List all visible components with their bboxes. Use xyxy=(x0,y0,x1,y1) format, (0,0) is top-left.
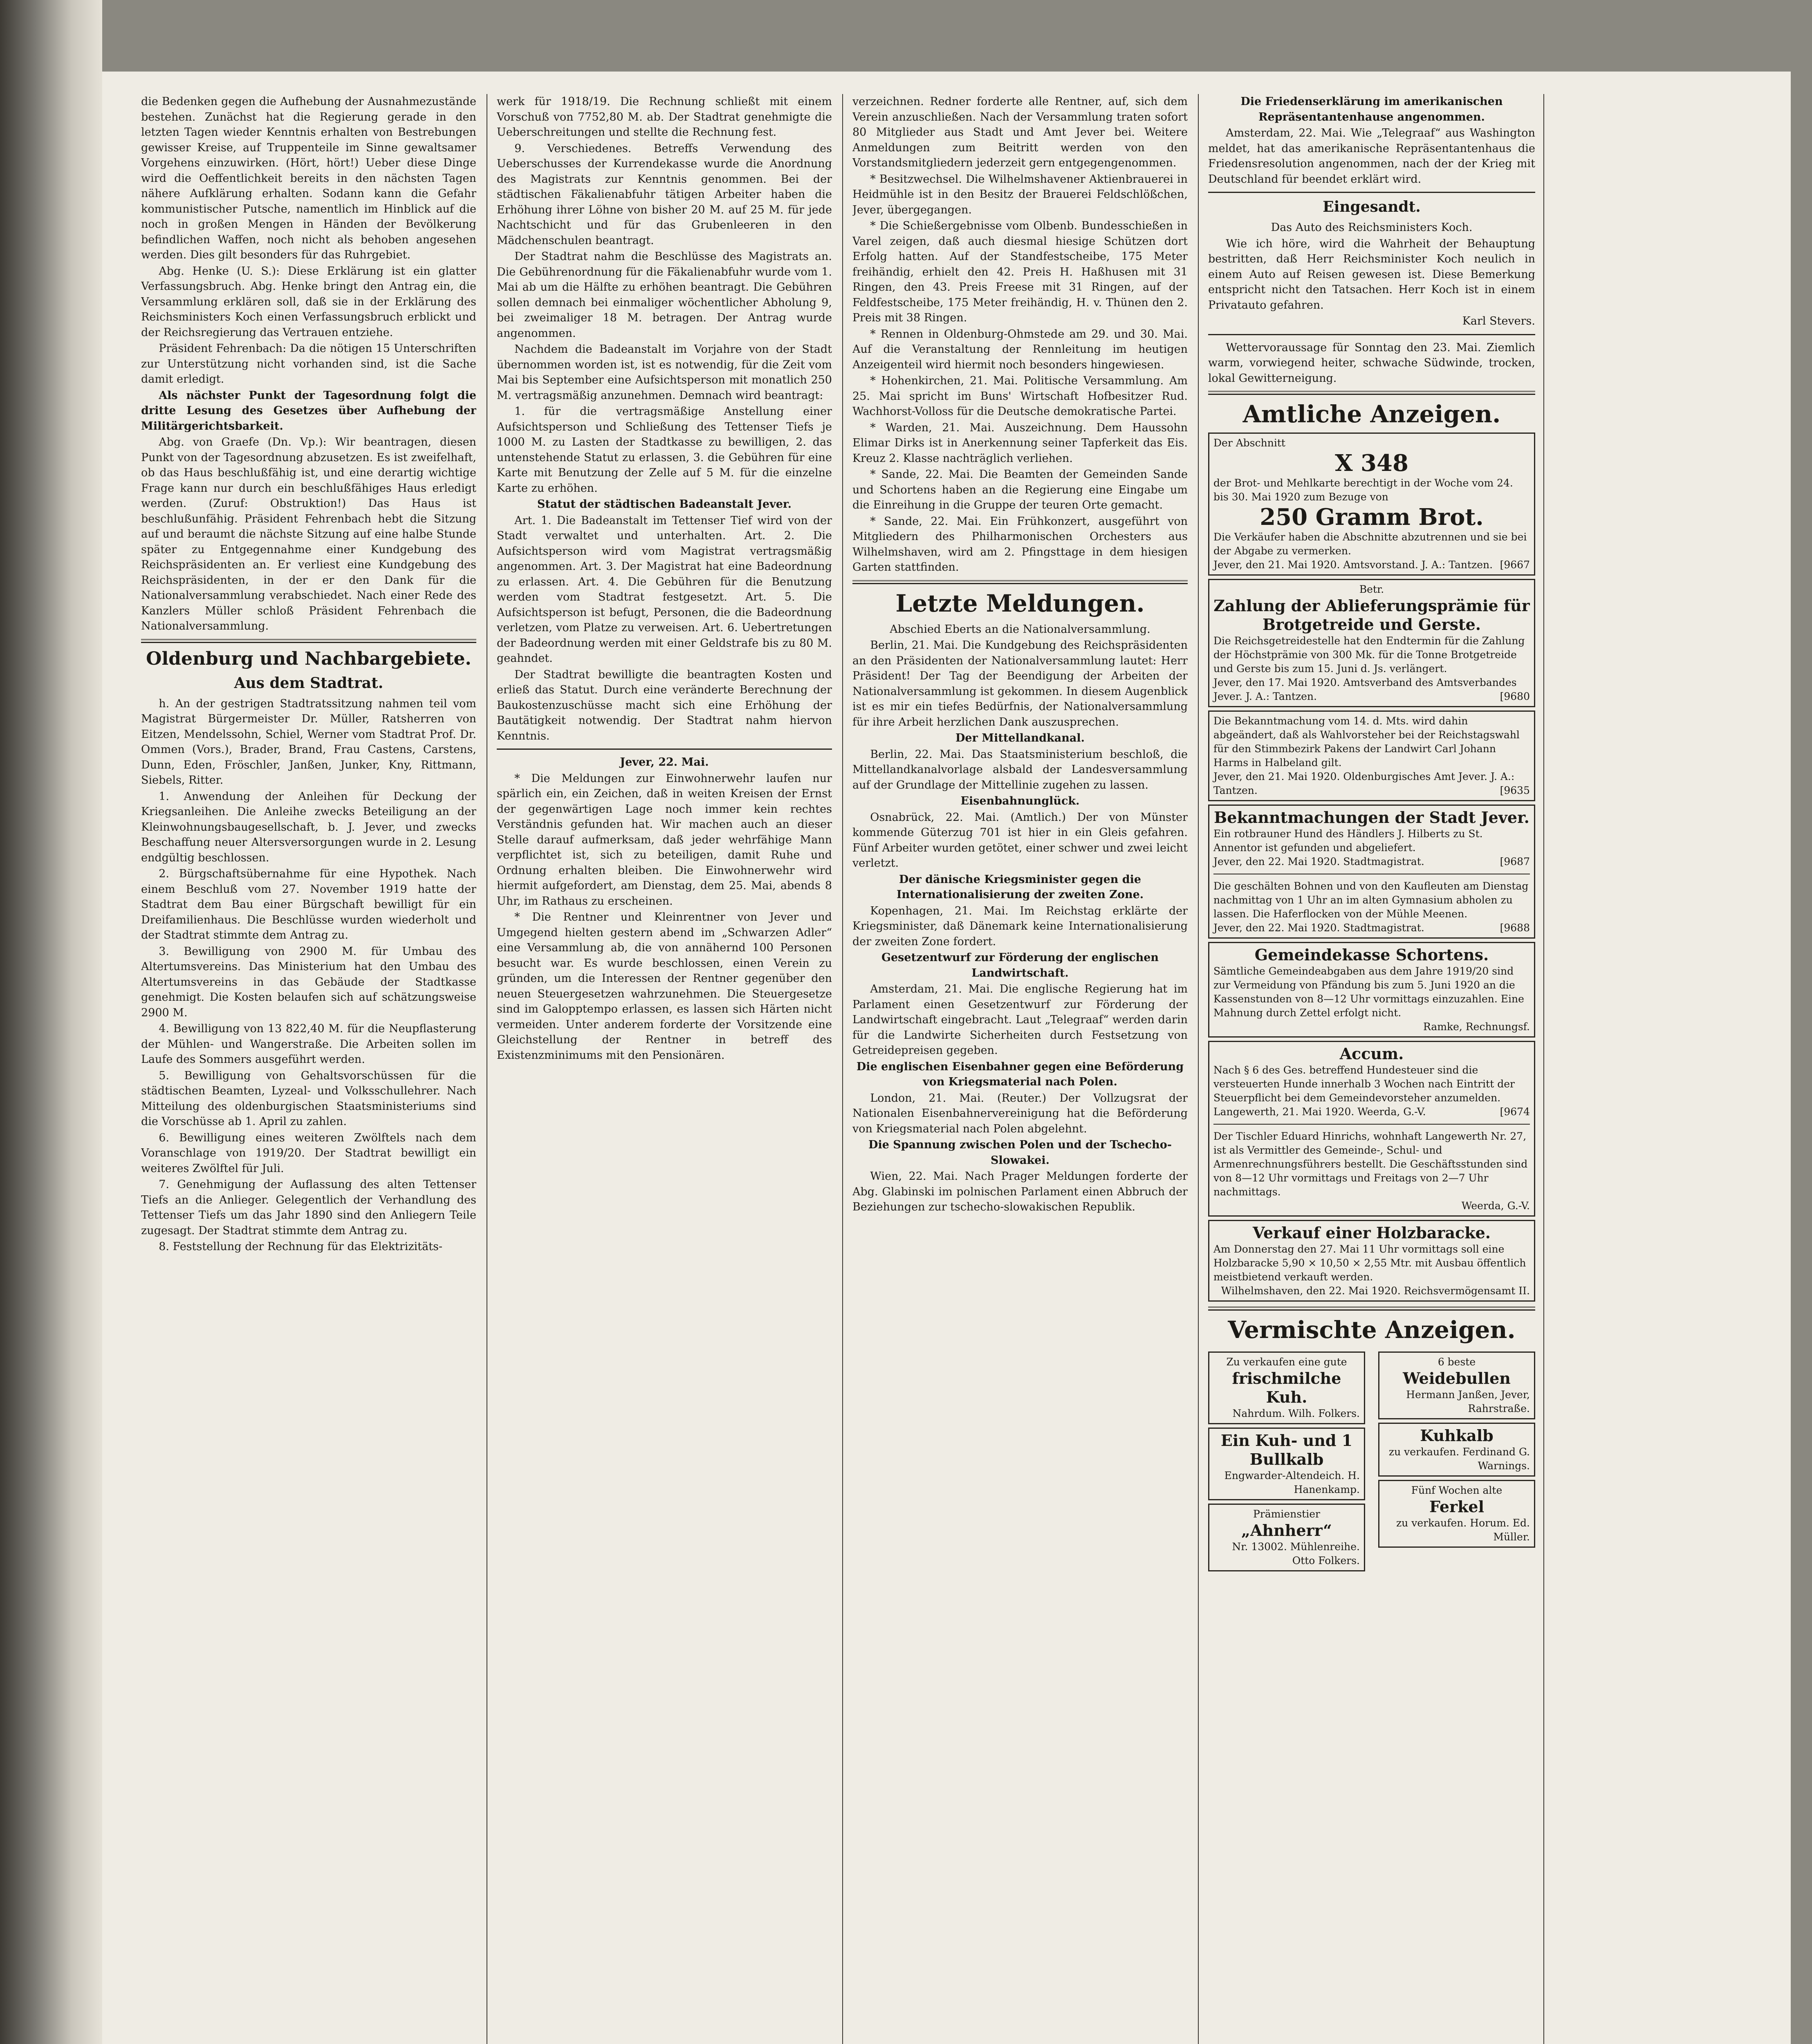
notice-holzbaracke xyxy=(1208,1220,1535,1302)
section-subheader-stadtrat: Aus dem Stadtrat. xyxy=(234,674,383,692)
ad-ahnherr xyxy=(1208,1504,1365,1571)
notice-signature xyxy=(1213,921,1530,935)
notice-signature: Wilhelmshaven, den 22. Mai 1920. Reichsvermögensamt II. xyxy=(1221,1285,1530,1297)
section-divider xyxy=(852,580,1188,584)
signature-text: Jever, den 17. Mai 1920. Amtsverband des Amtsverbandes Jever. J. A.: Tantzen. xyxy=(1213,677,1517,702)
book-binding xyxy=(0,0,102,2044)
column-4 xyxy=(1208,94,1535,2044)
subheading: Die Friedenserklärung im amerikanischen Repräsentantenhause angenommen. xyxy=(1240,95,1503,123)
notice-text: Die geschälten Bohnen und von den Kaufleuten am Dienstag nachmittag von 1 Uhr an im alten Gymnasium abholen zu lassen. Die Haferflocken von der Mühle Meenen. xyxy=(1213,880,1529,920)
paragraph: Nachdem die Badeanstalt im Vorjahre von der Stadt übernommen worden ist, ist es notwendig, für die Zeit vom Mai bis September eine Aufsichtsperson mit monatlich 250 M. vertragsmäßig anzunehmen. Demnach wird beantragt: xyxy=(497,343,832,402)
notice-title: Accum. xyxy=(1339,1044,1404,1063)
paragraph: 4. Bewilligung von 13 822,40 M. für die Neupflasterung der Mühlen- und Wangerstraße. Die Arbeiten sollen im Laufe des Sommers ausgeführt werden. xyxy=(141,1022,476,1066)
subheading: Gesetzentwurf zur Förderung der englischen Landwirtschaft. xyxy=(881,951,1159,979)
section-divider xyxy=(1208,192,1535,193)
paragraph: Wien, 22. Mai. Nach Prager Meldungen forderte der Abg. Glabinski im polnischen Parlament einen Abbruch der Beziehungen zur tschecho-slowakischen Republik. xyxy=(852,1170,1188,1213)
section-divider xyxy=(1208,391,1535,395)
notice-stadt-jever xyxy=(1208,805,1535,939)
notice-text: Betr. xyxy=(1359,583,1384,595)
notice-signature: Weerda, G.-V. xyxy=(1461,1200,1530,1212)
ad-kuhkalb xyxy=(1378,1423,1535,1477)
paragraph: Präsident Fehrenbach: Da die nötigen 15 Unterschriften zur Unterstützung nicht vorhanden sind, ist die Sache damit erledigt. xyxy=(141,342,476,385)
paragraph: London, 21. Mai. (Reuter.) Der Vollzugsrat der Nationalen Eisenbahnervereinigung hat die Beförderung von Kriegsmaterial nach Polen abgelehnt. xyxy=(852,1091,1188,1135)
ration-code: X 348 xyxy=(1335,450,1408,477)
paragraph: die Bedenken gegen die Aufhebung der Ausnahmezustände bestehen. Zunächst hat die Regierung gerade in den letzten Tagen wieder Kenntnis erhalten von Bestrebungen gewisser Kreise, auf Truppenteile im Sinne gewaltsamer Vorgehens einzuwirken. (Hört, hört!) Ueber diese Dinge wird die Oeffentlichkeit bereits in den nächsten Tagen nähere Aufklärung erhalten. Sodann kann die Gefahr kommunistischer Putsche, namentlich im Hinblick auf die noch in großen Mengen in Händen der Bevölkerung befindlichen Waffen, noch nicht als behoben angesehen werden. Dies gilt besonders für das Ruhrgebiet. xyxy=(141,95,476,261)
paragraph: Als nächster Punkt der Tagesordnung folgt die dritte Lesung des Gesetzes über Aufhebung der Militärgerichtsbarkeit. xyxy=(141,389,476,433)
notice-signature xyxy=(1213,558,1530,572)
divider xyxy=(1213,1124,1530,1125)
paragraph: * Die Schießergebnisse vom Olbenb. Bundesschießen in Varel zeigen, daß auch diesmal hiesige Schützen dort Erfolg hatten. Auf der Standfestscheibe, 175 Meter freihändig, erhielt den 42. Preis H. Haßhusen mit 31 Ringen, den 43. Preis Freese mit 31 Ringen, auf der Feldfestscheibe, 175 Meter freihändig, H. v. Thünen den 2. Preis mit 38 Ringen. xyxy=(852,220,1188,324)
paragraph: 9. Verschiedenes. Betreffs Verwendung des Ueberschusses der Kurrendekasse wurde die Anordnung des Magistrats zur Kenntnis genommen. Bei der städtischen Fäkalienabfuhr tätigen Arbeiter haben die Erhöhung ihrer Löhne von bisher 20 M. auf 25 M. für jede Nachtschicht und für das Grubenleeren in den Mädchenschulen beantragt. xyxy=(497,142,832,247)
notice-signature xyxy=(1213,770,1530,798)
subheading: Die Spannung zwischen Polen und der Tschecho-Slowakei. xyxy=(868,1139,1172,1167)
paragraph: * Warden, 21. Mai. Auszeichnung. Dem Haussohn Elimar Dirks ist in Anerkennung seiner Tapferkeit das Eis. Kreuz 2. Klasse nachträglich verliehen. xyxy=(852,421,1188,465)
notice-text: Die Verkäufer haben die Abschnitte abzutrennen und sie bei der Abgabe zu vermerken. xyxy=(1213,531,1527,557)
ad-kuh xyxy=(1208,1351,1365,1424)
ad-number: [9687 xyxy=(1500,856,1530,867)
paragraph: Osnabrück, 22. Mai. (Amtlich.) Der von Münster kommende Güterzug 701 ist hier in ein Gleis gefahren. Fünf Arbeiter wurden getötet, einer schwer und zwei leicht verletzt. xyxy=(852,811,1188,870)
section-header-eingesandt: Eingesandt. xyxy=(1323,198,1421,215)
notice-title: Zahlung der Ablieferungsprämie für Brotgetreide und Gerste. xyxy=(1213,596,1530,634)
dateline-jever: Jever, 22. Mai. xyxy=(620,756,709,769)
paragraph: 6. Bewilligung eines weiteren Zwölftels nach dem Voranschlage von 1919/20. Der Stadtrat bewilligt ein weiteres Zwölftel für Juli. xyxy=(141,1131,476,1175)
paragraph: werk für 1918/19. Die Rechnung schließt mit einem Vorschuß von 7752,80 M. ab. Der Stadtrat genehmigte die Ueberschreitungen und stellte die Rechnung fest. xyxy=(497,95,832,139)
ad-title: frischmilche Kuh. xyxy=(1232,1369,1341,1406)
signature-text: Jever, den 22. Mai 1920. Stadtmagistrat. xyxy=(1213,856,1424,867)
ad-signature: Nr. 13002. Mühlenreihe. Otto Folkers. xyxy=(1232,1541,1360,1567)
column-rule xyxy=(842,94,843,2044)
paragraph: Amsterdam, 22. Mai. Wie „Telegraaf“ aus Washington meldet, hat das amerikanische Repräsentantenhaus die Friedensresolution angenommen, nach der der Krieg mit Deutschland für beendet erklärt wird. xyxy=(1208,127,1535,186)
notice-schortens xyxy=(1208,942,1535,1038)
notice-text: Der Tischler Eduard Hinrichs, wohnhaft Langewerth Nr. 27, ist als Vermittler des Gemeinde-, Schul- und Armenrechnungsführers bestellt. Die Geschäftsstunden sind von 8—12 Uhr vormittags und Freitags von 2—7 Uhr nachmittags. xyxy=(1213,1130,1528,1198)
section-header-oldenburg: Oldenburg und Nachbargebiete. xyxy=(146,648,471,669)
ad-kalb xyxy=(1208,1428,1365,1500)
subheading: Das Auto des Reichsministers Koch. xyxy=(1271,221,1473,234)
signature-text: Jever, den 21. Mai 1920. Oldenburgisches Amt Jever. J. A.: Tantzen. xyxy=(1213,771,1515,796)
ad-number: [9688 xyxy=(1500,922,1530,934)
section-divider xyxy=(1208,1307,1535,1311)
section-divider xyxy=(497,749,832,750)
column-5 xyxy=(1552,94,1764,2044)
paragraph: * Sande, 22. Mai. Die Beamten der Gemeinden Sande und Schortens haben an die Regierung eine Eingabe um die Einreihung in die Gruppe der teuren Orte gemacht. xyxy=(852,468,1188,511)
ad-title: „Ahnherr“ xyxy=(1241,1521,1332,1540)
paragraph: Der Stadtrat nahm die Beschlüsse des Magistrats an. Die Gebührenordnung für die Fäkalienabfuhr wurde vom 1. Mai ab um die Hälfte zu erhöhen beantragt. Die Gebühren sollen demnach bei einmaliger wöchentlicher Abholung 9, bei zweimaliger 18 M. betragen. Der Antrag wurde angenommen. xyxy=(497,250,832,340)
ad-number: [9635 xyxy=(1500,784,1530,796)
paragraph: * Hohenkirchen, 21. Mai. Politische Versammlung. Am 25. Mai spricht im Buns' Wirtschaft Hofbesitzer Rud. Wachhorst-Volloss für die Deutsche demokratische Partei. xyxy=(852,374,1188,418)
ad-text: Zu verkaufen eine gute xyxy=(1226,1356,1347,1368)
ad-signature: Engwarder-Altendeich. H. Hanenkamp. xyxy=(1224,1470,1360,1495)
paragraph: * Die Rentner und Kleinrentner von Jever und Umgegend hielten gestern abend im „Schwarzen Adler“ eine Versammlung ab, die von annähernd 100 Personen besucht war. Es wurde beschlossen, einen Verein zu gründen, um die Interessen der Rentner gegenüber den neuen Steuergesetzen wahrzunehmen. Die Steuergesetze sind im Galopptempo erlassen, es lassen sich Härten nicht vermeiden. Unter anderem forderte der Vorsitzende eine Gleichstellung der Rentner in betreff des Existenzminimums mit den Pensionären. xyxy=(497,911,832,1062)
notice-title: Bekanntmachungen der Stadt Jever. xyxy=(1214,808,1529,827)
paragraph: * Die Meldungen zur Einwohnerwehr laufen nur spärlich ein, ein Zeichen, daß in weiten Kreisen der Ernst der gegenwärtigen Lage noch immer kein rechtes Verständnis gefunden hat. Wir machen auch an dieser Stelle darauf aufmerksam, daß jeder wehrfähige Mann verpflichtet ist, sich zu beteiligen, damit Ruhe und Ordnung erhalten bleiben. Die Einwohnerwehr wird hiermit aufgefordert, am Dienstag, dem 25. Mai, abends 8 Uhr, im Rathaus zu erscheinen. xyxy=(497,772,832,908)
ad-number: [9674 xyxy=(1500,1106,1530,1118)
signature: Karl Stevers. xyxy=(1462,315,1535,327)
notice-text: Nach § 6 des Ges. betreffend Hundesteuer sind die versteuerten Hunde innerhalb 3 Wochen nach Eintritt der Steuerpflicht bei dem Gemeindevorsteher anzumelden. xyxy=(1213,1064,1515,1104)
column-2 xyxy=(497,94,832,2044)
ad-title: Weidebullen xyxy=(1403,1369,1511,1387)
ad-ferkel xyxy=(1378,1480,1535,1548)
paragraph: * Sande, 22. Mai. Ein Frühkonzert, ausgeführt von Mitgliedern des Philharmonischen Orchesters aus Wilhelmshaven, wird am 2. Pfingsttage in dem hiesigen Garten stattfinden. xyxy=(852,515,1188,574)
ration-amount: 250 Gramm Brot. xyxy=(1260,504,1484,531)
ad-number: [9680 xyxy=(1500,690,1530,702)
notice-signature xyxy=(1213,855,1530,869)
notice-text: Die Bekanntmachung vom 14. d. Mts. wird dahin abgeändert, daß als Wahlvorsteher bei der Reichstagswahl für den Stimmbezirk Pakens der Landwirt Carl Johann Harms in Halbeland gilt. xyxy=(1213,715,1520,769)
paragraph: * Rennen in Oldenburg-Ohmstede am 29. und 30. Mai. Auf die Veranstaltung der Rennleitung im heutigen Anzeigenteil wird hiermit noch besonders hingewiesen. xyxy=(852,327,1188,371)
ad-title: Kuhkalb xyxy=(1420,1426,1494,1445)
notice-text: Die Reichsgetreidestelle hat den Endtermin für die Zahlung der Höchstprämie von 300 Mk. für die Tonne Brotgetreide und Gerste bis zum 15. Juni d. Js. verlängert. xyxy=(1213,635,1525,675)
ad-title: Ein Kuh- und 1 Bullkalb xyxy=(1220,1431,1353,1468)
column-rule xyxy=(1198,94,1199,2044)
newspaper-page xyxy=(102,72,1791,2044)
paragraph: 1. für die vertragsmäßige Anstellung einer Aufsichtsperson und Schließung des Tettenser Tiefs je 1000 M. zu Lasten der Stadtkasse zu bewilligen, 2. das untenstehende Statut zu erlassen, 3. die Gebühren für eine Karte mit Benutzung der Zelle auf 5 M. für die einzelne Karte zu erhöhen. xyxy=(497,405,832,495)
paragraph: Berlin, 21. Mai. Die Kundgebung des Reichspräsidenten an den Präsidenten der Nationalversammlung lautet: Herr Präsident! Der Tag der Beendigung der Arbeiten der Nationalversammlung ist gekommen. In diesem Augenblick ist es mir ein tiefes Bedürfnis, der Nationalversammlung für ihre Arbeit herzlichen Dank auszusprechen. xyxy=(852,639,1188,728)
ad-weidebullen xyxy=(1378,1351,1535,1419)
paragraph: h. An der gestrigen Stadtratssitzung nahmen teil vom Magistrat Bürgermeister Dr. Müller, Ratsherren von Eitzen, Mendelssohn, Schiel, Werner vom Stadtrat Prof. Dr. Ommen (Vors.), Brader, Brand, Frau Castens, Carstens, Dunn, Eden, Fröschler, Janßen, Junker, Kny, Rittmann, Siebels, Ritter. xyxy=(141,697,476,787)
notice-signature: Ramke, Rechnungsf. xyxy=(1423,1021,1530,1033)
section-header-amtliche-anzeigen: Amtliche Anzeigen. xyxy=(1242,400,1501,428)
subheading: Die englischen Eisenbahner gegen eine Beförderung von Kriegsmaterial nach Polen. xyxy=(856,1060,1184,1088)
signature-text: Jever, den 22. Mai 1920. Stadtmagistrat. xyxy=(1213,922,1424,934)
paragraph: 7. Genehmigung der Auflassung des alten Tettenser Tiefs an die Anlieger. Gelegentlich der Verhandlung des Tettenser Tiefs um das Jahr 1890 sind den Anliegern Teile zugesagt. Der Stadtrat stimmte dem Antrag zu. xyxy=(141,1178,476,1237)
paragraph: Art. 1. Die Badeanstalt im Tettenser Tief wird von der Stadt verwaltet und unterhalten. Art. 2. Die Aufsichtsperson wird vom Magistrat vertragsmäßig angenommen. Art. 3. Der Magistrat hat eine Badeordnung zu erlassen. Art. 4. Die Gebühren für die Benutzung werden vom Stadtrat festgesetzt. Art. 5. Die Aufsichtsperson ist befugt, Personen, die die Badeordnung verletzen, vom Platze zu verweisen. Art. 6. Uebertretungen der Badeordnung werden mit einer Geldstrafe bis zu 80 M. geahndet. xyxy=(497,514,832,665)
paragraph: 3. Bewilligung von 2900 M. für Umbau des Altertumsvereins. Das Ministerium hat den Umbau des Altertumsvereins in das Gebäude der Stadtkasse genehmigt. Die Kosten belaufen sich auf schätzungsweise 2900 M. xyxy=(141,945,476,1019)
section-divider xyxy=(141,639,476,643)
notice-title: Gemeindekasse Schortens. xyxy=(1254,946,1489,964)
section-divider xyxy=(1208,334,1535,335)
ad-number: [9667 xyxy=(1500,559,1530,571)
classified-ads xyxy=(1208,1348,1535,1575)
subheading: Abschied Eberts an die Nationalversammlung. xyxy=(890,623,1150,636)
paragraph: Kopenhagen, 21. Mai. Im Reichstag erklärte der Kriegsminister, daß Dänemark keine Internationalisierung der zweiten Zone fordert. xyxy=(852,904,1188,948)
paragraph: 1. Anwendung der Anleihen für Deckung der Kriegsanleihen. Die Anleihe zwecks Beteiligung an der Kleinwohnungsbaugesellschaft, b. J. Jever, und zwecks Beschaffung neuer Altersversorgungen wurde in 2. Lesung endgültig beschlossen. xyxy=(141,790,476,864)
paragraph: Berlin, 22. Mai. Das Staatsministerium beschloß, die Mittellandkanalvorlage alsbald der Landesversammlung auf der Grundlage der Mittellinie zugehen zu lassen. xyxy=(852,748,1188,791)
weather-forecast: Wettervoraussage für Sonntag den 23. Mai. Ziemlich warm, vorwiegend heiter, schwache Südwinde, trocken, lokal Gewitterneigung. xyxy=(1208,341,1535,385)
notice-text: Der Abschnitt xyxy=(1213,437,1285,449)
statute-title: Statut der städtischen Badeanstalt Jever. xyxy=(537,498,792,511)
paragraph: 5. Bewilligung von Gehaltsvorschüssen für die städtischen Beamten, Lyzeal- und Volksschullehrer. Nach Mitteilung des oldenburgischen Staatsministeriums sind die Vorschüsse ab 1. April zu zahlen. xyxy=(141,1069,476,1128)
section-header-letzte-meldungen: Letzte Meldungen. xyxy=(895,589,1145,617)
signature-text: Langewerth, 21. Mai 1920. Weerda, G.-V. xyxy=(1213,1106,1426,1118)
ad-text: Prämienstier xyxy=(1253,1508,1320,1520)
paragraph: 8. Feststellung der Rechnung für das Elektrizitäts- xyxy=(159,1240,443,1253)
paragraph: Abg. von Graefe (Dn. Vp.): Wir beantragen, diesen Punkt von der Tagesordnung abzusetzen. Es ist zweifelhaft, ob das Haus beschlußfähig ist, und eine derartig wichtige Frage kann nur durch ein beschlußfähiges Haus erledigt werden. (Zuruf: Obstruktion!) Das Haus ist beschlußunfähig. Präsident Fehrenbach hebt die Sitzung auf und beraumt die nächste Sitzung auf eine halbe Stunde später zu Entgegennahme einer Kundgebung des Reichspräsidenten an. Er verliest eine Kundgebung des Reichspräsidenten, in der er den Dank für die Nationalversammlung verabschiedet. Nach einer Rede des Kanzlers Müller schloß Präsident Fehrenbach die Nationalversammlung. xyxy=(141,436,476,632)
subheading: Der Mittellandkanal. xyxy=(955,732,1085,744)
notice-text: Sämtliche Gemeindeabgaben aus dem Jahre 1919/20 sind zur Vermeidung von Pfändung bis zum 5. Juni 1920 an die Kassenstunden von 8—12 Uhr vormittags einzuzahlen. Eine Mahnung durch Zettel erfolgt nicht. xyxy=(1213,965,1524,1019)
ad-text: Fünf Wochen alte xyxy=(1411,1484,1503,1496)
ad-signature: Nahrdum. Wilh. Folkers. xyxy=(1232,1407,1360,1419)
paragraph: * Besitzwechsel. Die Wilhelmshavener Aktienbrauerei in Heidmühle ist in den Besitz der Brauerei Feldschlößchen, Jever, übergegangen. xyxy=(852,173,1188,216)
paragraph: Der Stadtrat bewilligte die beantragten Kosten und erließ das Statut. Durch eine veränderte Berechnung der Baukostenzuschüsse macht sich eine Erhöhung der Bautätigkeit notwendig. Der Stadtrat nahm hiervon Kenntnis. xyxy=(497,668,832,742)
subheading: Der dänische Kriegsminister gegen die Internationalisierung der zweiten Zone. xyxy=(896,873,1144,901)
ad-signature: Hermann Janßen, Jever, Rahrstraße. xyxy=(1406,1389,1530,1414)
paragraph: verzeichnen. Redner forderte alle Rentner, auf, sich dem Verein anzuschließen. Nach der Versammlung traten sofort 80 Mitglieder aus Stadt und Amt Jever bei. Weitere Anmeldungen zum Beitritt werden von den Vorstandsmitgliedern jederzeit gern entgegengenommen. xyxy=(852,95,1188,169)
section-header-vermischte-anzeigen: Vermischte Anzeigen. xyxy=(1228,1316,1516,1344)
notice-signature xyxy=(1213,1105,1530,1119)
ad-signature: zu verkaufen. Horum. Ed. Müller. xyxy=(1396,1517,1530,1543)
notice-text: Am Donnerstag den 27. Mai 11 Uhr vormittags soll eine Holzbaracke 5,90 × 10,50 × 2,55 Mtr. mit Ausbau öffentlich meistbietend verkauft werden. xyxy=(1213,1243,1526,1283)
paragraph: 2. Bürgschaftsübernahme für eine Hypothek. Nach einem Beschluß vom 27. November 1919 hatte der Stadtrat dem Bau einer Bürgschaft bewilligt für ein Dreifamilienhaus. Die Beschlüsse wurden wiederholt und der Stadtrat stimmte dem Antrag zu. xyxy=(141,867,476,941)
column-1 xyxy=(141,94,476,2044)
notice-wahlvorsteher xyxy=(1208,710,1535,801)
notice-text: der Brot- und Mehlkarte berechtigt in der Woche vom 24. bis 30. Mai 1920 zum Bezuge von xyxy=(1213,477,1513,503)
notice-signature xyxy=(1213,676,1530,704)
ad-text: 6 beste xyxy=(1437,1356,1476,1368)
paragraph: Wie ich höre, wird die Wahrheit der Behauptung bestritten, daß Herr Reichsminister Koch neulich in einem Auto auf Reisen gewesen ist. Diese Bemerkung entspricht nicht den Tatsachen. Herr Koch ist in einem Privatauto gefahren. xyxy=(1208,237,1535,312)
signature-text: Jever, den 21. Mai 1920. Amtsvorstand. J. A.: Tantzen. xyxy=(1213,559,1493,571)
column-rule xyxy=(1543,94,1544,2044)
paragraph: Amsterdam, 21. Mai. Die englische Regierung hat im Parlament einen Gesetzentwurf zur Förderung der Landwirtschaft eingebracht. Laut „Telegraaf“ werden darin für die Landwirte Sicherheiten durch Festsetzung von Getreidepreisen gegeben. xyxy=(852,983,1188,1057)
notice-bread-ration xyxy=(1208,433,1535,576)
ad-title: Ferkel xyxy=(1429,1497,1485,1516)
notice-praemie xyxy=(1208,579,1535,707)
ad-signature: zu verkaufen. Ferdinand G. Warnings. xyxy=(1388,1446,1530,1472)
paragraph: Abg. Henke (U. S.): Diese Erklärung ist ein glatter Verfassungsbruch. Abg. Henke bringt den Antrag ein, die Versammlung erklären soll, daß sie in der Erklärung des Reichsministers Koch einen Verfassungsbruch erblickt und der Reichsregierung das Vertrauen entziehe. xyxy=(141,264,476,339)
subheading: Eisenbahnunglück. xyxy=(960,795,1080,807)
column-3 xyxy=(852,94,1188,2044)
notice-text: Ein rotbrauner Hund des Händlers J. Hilberts zu St. Annentor ist gefunden und abgeliefert. xyxy=(1213,828,1483,854)
notice-title: Verkauf einer Holzbaracke. xyxy=(1253,1224,1491,1242)
notice-accum xyxy=(1208,1041,1535,1217)
